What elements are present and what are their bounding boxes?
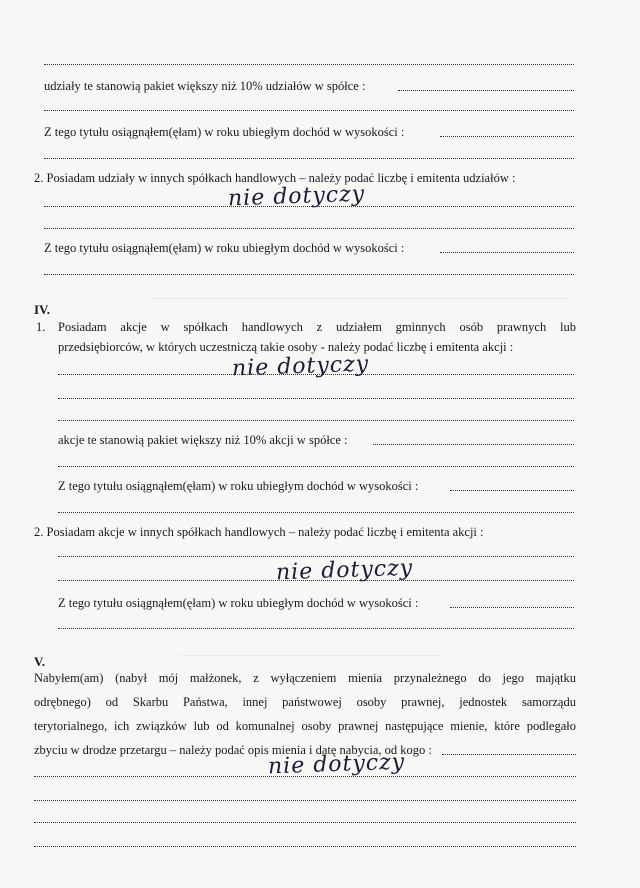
- stocks-question-line2: przedsiębiorców, w których uczestniczą takie osoby - należy podać liczbę i emitenta akcji :: [58, 340, 514, 354]
- answer-line: [34, 822, 576, 823]
- answer-line: [44, 228, 574, 229]
- handwritten-answer: nie dotyczy: [275, 555, 414, 586]
- handwritten-answer: nie dotyczy: [227, 181, 366, 212]
- section-iv-heading: IV.: [34, 302, 51, 317]
- bleed-through-text: [180, 655, 440, 656]
- stocks-stake-question: akcje te stanowią pakiet większy niż 10% akcji w spółce :: [58, 433, 348, 447]
- answer-line: [442, 754, 576, 755]
- answer-line: [44, 274, 574, 275]
- answer-line: [34, 800, 576, 801]
- other-shares-income-question: Z tego tytułu osiągnąłem(ęłam) w roku ubiegłym dochód w wysokości :: [44, 241, 405, 255]
- answer-line: [44, 158, 574, 159]
- other-shares-question: 2. Posiadam udziały w innych spółkach handlowych – należy podać liczbę i emitenta udziałów :: [34, 171, 516, 185]
- stocks-question-line1: Posiadam akcje w spółkach handlowych z udziałem gminnych osób prawnych lub: [58, 320, 576, 334]
- property-question-line4: zbyciu w drodze przetargu – należy podać opis mienia i datę nabycia, od kogo :: [34, 743, 432, 757]
- answer-line: [440, 136, 574, 137]
- stocks-income-question: Z tego tytułu osiągnąłem(ęłam) w roku ubiegłym dochód w wysokości :: [58, 479, 419, 493]
- answer-line: [44, 64, 574, 65]
- answer-line: [373, 444, 574, 445]
- property-question-line1: Nabyłem(am) (nabył mój małżonek, z wyłączeniem mienia przynależnego do jego majątku: [34, 671, 576, 685]
- other-stocks-question: 2. Posiadam akcje w innych spółkach handlowych – należy podać liczbę i emitenta akcji :: [34, 525, 484, 539]
- answer-line: [58, 628, 574, 629]
- handwritten-answer: nie dotyczy: [267, 749, 406, 780]
- bleed-through-text: [150, 298, 570, 299]
- answer-line: [450, 490, 574, 491]
- section-v-heading: V.: [34, 654, 45, 669]
- answer-line: [398, 90, 574, 91]
- answer-line: [44, 110, 574, 111]
- answer-line: [58, 420, 574, 421]
- handwritten-answer: nie dotyczy: [231, 351, 370, 382]
- property-question-line3: terytorialnego, ich związków lub od komunalnej osoby prawnej następujące mienie, które podlegało: [34, 719, 576, 733]
- answer-line: [34, 846, 576, 847]
- answer-line: [58, 512, 574, 513]
- shares-income-question: Z tego tytułu osiągnąłem(ęłam) w roku ubiegłym dochód w wysokości :: [44, 125, 405, 139]
- answer-line: [440, 252, 574, 253]
- item-number: 1.: [36, 320, 46, 334]
- answer-line: [58, 466, 574, 467]
- answer-line: [58, 556, 574, 557]
- other-stocks-income-question: Z tego tytułu osiągnąłem(ęłam) w roku ubiegłym dochód w wysokości :: [58, 596, 419, 610]
- property-question-line2: odrębnego) od Skarbu Państwa, innej państwowej osoby prawnej, jednostek samorządu: [34, 695, 576, 709]
- answer-line: [58, 398, 574, 399]
- shares-stake-question: udziały te stanowią pakiet większy niż 10% udziałów w spółce :: [44, 79, 366, 93]
- answer-line: [450, 607, 574, 608]
